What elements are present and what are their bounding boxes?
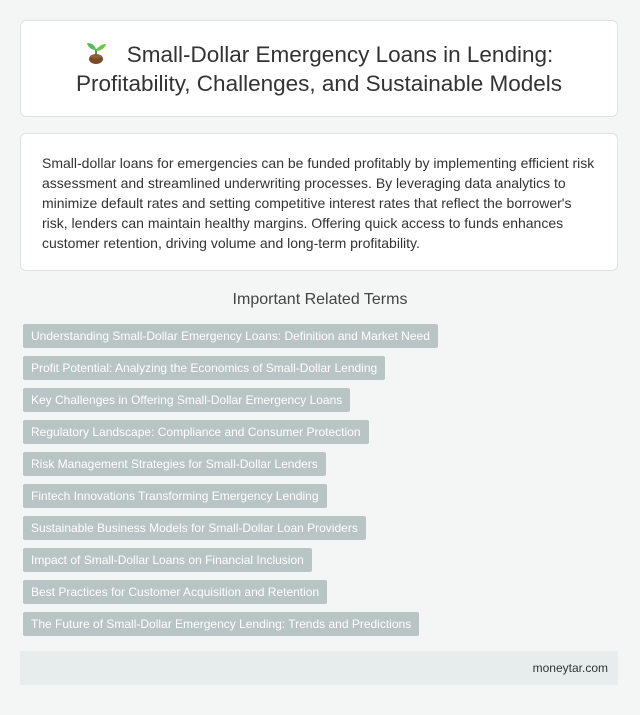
summary-card	[20, 133, 618, 271]
page-title-text: Small-Dollar Emergency Loans in Lending: Profitability, Challenges, and Sustainable Models	[75, 41, 563, 96]
term-tag[interactable]: Understanding Small-Dollar Emergency Loans: Definition and Market Need	[23, 324, 438, 348]
term-tag[interactable]: Profit Potential: Analyzing the Economics of Small-Dollar Lending	[23, 356, 385, 380]
sprout-icon	[85, 41, 107, 65]
term-tag[interactable]: Regulatory Landscape: Compliance and Consumer Protection	[23, 420, 369, 444]
term-tag[interactable]: Fintech Innovations Transforming Emergency Lending	[23, 484, 327, 508]
term-tag[interactable]: Best Practices for Customer Acquisition and Retention	[23, 580, 327, 604]
title-card	[20, 20, 618, 117]
footer-site-name: moneytar.com	[532, 661, 608, 675]
footer	[20, 651, 618, 685]
summary-text: Small-dollar loans for emergencies can be funded profitably by implementing efficient risk assessment and streamlined underwriting processes. By leveraging data analytics to minimize default rates and setting competitive interest rates that reflect the borrower's risk, lenders can maintain healthy margins. Offering quick access to funds enhances customer retention, driving volume and long-term profitability.	[42, 155, 595, 251]
term-tag[interactable]: Risk Management Strategies for Small-Dollar Lenders	[23, 452, 326, 476]
related-terms-heading: Important Related Terms	[232, 291, 408, 308]
term-tag[interactable]: The Future of Small-Dollar Emergency Lending: Trends and Predictions	[23, 612, 419, 636]
term-tag[interactable]: Key Challenges in Offering Small-Dollar Emergency Loans	[23, 388, 350, 412]
term-tag[interactable]: Sustainable Business Models for Small-Dollar Loan Providers	[23, 516, 366, 540]
page-title	[51, 40, 587, 98]
term-tag[interactable]: Impact of Small-Dollar Loans on Financial Inclusion	[23, 548, 312, 572]
related-terms-list	[23, 324, 618, 644]
